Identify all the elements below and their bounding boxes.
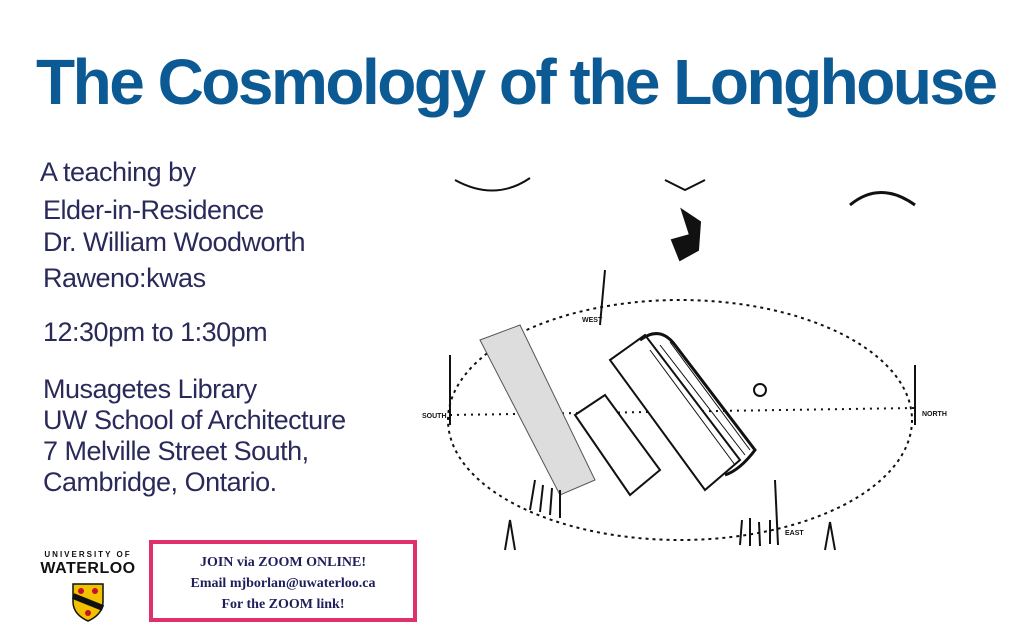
speaker-name: Dr. William Woodworth xyxy=(43,227,306,257)
crest-icon xyxy=(71,582,105,622)
label-west: WEST xyxy=(582,317,603,324)
location-line: UW School of Architecture xyxy=(43,405,346,435)
sky-arc-left xyxy=(455,178,530,191)
university-logo xyxy=(36,550,140,622)
logo-university-text: UNIVERSITY OF xyxy=(44,550,132,559)
page-title: The Cosmology of the Longhouse xyxy=(36,46,996,118)
elder-role-text: Elder-in-Residence xyxy=(43,195,264,225)
zoom-link-text: For the ZOOM link! xyxy=(221,597,345,612)
label-south: SOUTH xyxy=(422,413,447,420)
zoom-email-text: Email mjborlan@uwaterloo.ca xyxy=(190,576,376,591)
label-north: NORTH xyxy=(922,411,947,418)
teaching-by-text: A teaching by xyxy=(40,157,196,187)
event-time: 12:30pm to 1:30pm xyxy=(43,317,268,347)
location-line: Musagetes Library xyxy=(43,374,257,404)
speaker-traditional-name: Raweno:kwas xyxy=(43,263,206,293)
zoom-info-box xyxy=(149,540,417,622)
bird-figure xyxy=(665,180,705,190)
sky-arc-right xyxy=(850,193,915,206)
light-beam xyxy=(480,325,595,495)
label-east: EAST xyxy=(785,530,804,537)
location-line: Cambridge, Ontario. xyxy=(43,467,277,497)
event-location xyxy=(43,374,346,498)
tree-figure xyxy=(672,210,700,260)
longhouse-sketch xyxy=(410,150,960,590)
sun-mark xyxy=(754,384,766,396)
location-line: 7 Melville Street South, xyxy=(43,436,309,466)
logo-waterloo-text: WATERLOO xyxy=(40,560,136,577)
zoom-join-text: JOIN via ZOOM ONLINE! xyxy=(199,555,367,570)
east-pole xyxy=(775,480,778,545)
